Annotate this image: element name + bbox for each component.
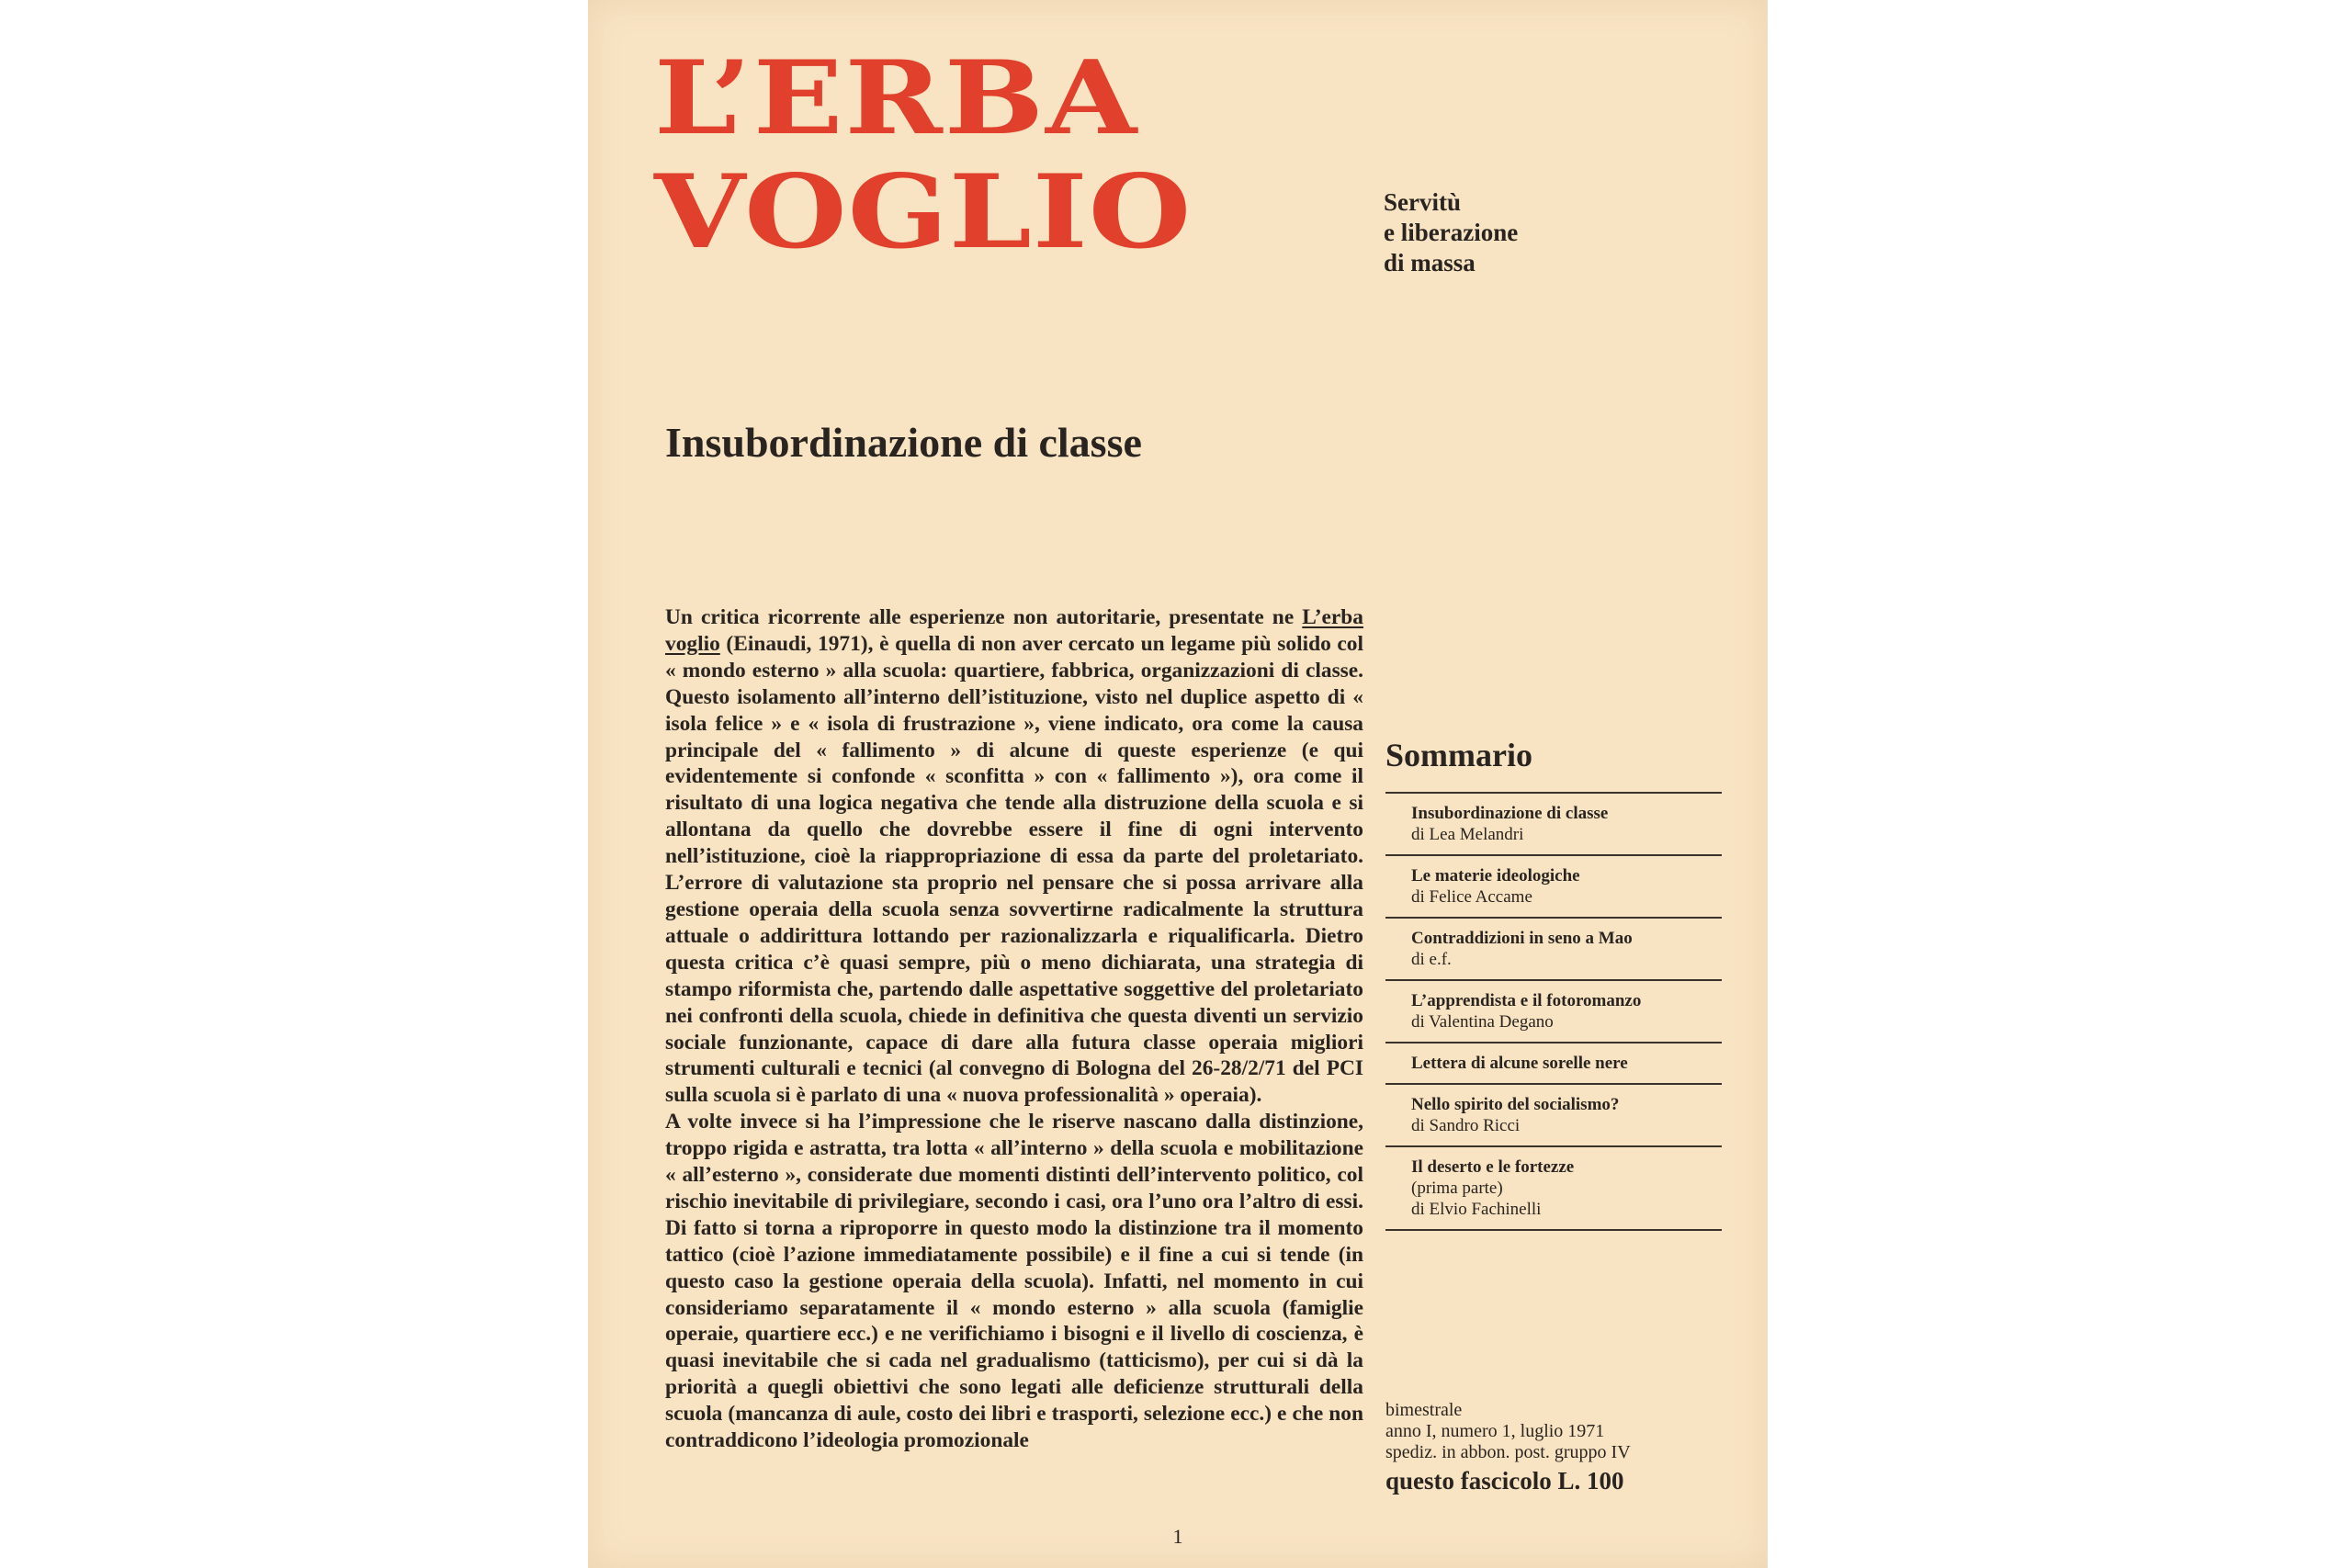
toc-item-author: di Felice Accame xyxy=(1411,887,1532,907)
toc-item-author: di Valentina Degano xyxy=(1411,1012,1554,1032)
paragraph-1-lead: Un critica ricorrente alle esperienze non autoritarie, presentate ne xyxy=(665,605,1303,629)
toc-item-title: Il deserto e le fortezze xyxy=(1411,1157,1575,1177)
toc-item-title: Le materie ideologiche xyxy=(1411,866,1580,886)
publication-frequency: bimestrale xyxy=(1385,1400,1463,1420)
toc-item-title: L’apprendista e il fotoromanzo xyxy=(1411,991,1642,1010)
toc-item xyxy=(1385,856,1722,919)
article-paragraph-1 xyxy=(665,604,1363,1109)
publication-postage: spediz. in abbon. post. gruppo IV xyxy=(1385,1442,1631,1462)
toc-heading: Sommario xyxy=(1385,737,1532,773)
issue-price: questo fascicolo L. 100 xyxy=(1385,1467,1624,1495)
document-page xyxy=(588,0,1768,1568)
toc-item-title: Lettera di alcune sorelle nere xyxy=(1411,1054,1628,1073)
publication-issue: anno I, numero 1, luglio 1971 xyxy=(1385,1421,1605,1441)
tagline-line1: Servitù xyxy=(1384,188,1461,216)
toc-item-title: Insubordinazione di classe xyxy=(1411,804,1609,823)
toc-item xyxy=(1385,1043,1722,1085)
toc-item xyxy=(1385,794,1722,856)
page-number: 1 xyxy=(1172,1525,1183,1548)
toc-item xyxy=(1385,1147,1722,1231)
toc-item-title: Contraddizioni in seno a Mao xyxy=(1411,929,1633,948)
toc-item xyxy=(1385,1085,1722,1147)
table-of-contents xyxy=(1385,735,1722,1231)
masthead-title-line2: VOGLIO xyxy=(654,152,1193,272)
masthead xyxy=(654,39,1389,279)
tagline-line3: di massa xyxy=(1384,249,1476,276)
article-body xyxy=(665,604,1363,1454)
toc-item xyxy=(1385,981,1722,1043)
toc-item-author: di e.f. xyxy=(1411,950,1452,969)
toc-item-author: di Elvio Fachinelli xyxy=(1411,1200,1542,1219)
toc-item-author: di Sandro Ricci xyxy=(1411,1116,1521,1135)
toc-item-author: di Lea Melandri xyxy=(1411,825,1524,844)
paragraph-1-text: (Einaudi, 1971), è quella di non aver cercato un legame più solido col « mondo esterno » alla scuola: quartiere, fabbrica, organizzazioni di classe. Questo isolamento all’interno dell’istituzione, visto nel duplice aspetto di « isola felice » e « isola di frustrazione », viene indicato, ora come la causa principale del « fallimento » di alcune di queste esperienze (e qui evidentemente si confonde « sconfitta » con « fallimento »), ora come il risultato di una logica negativa che tende alla distruzione della scuola e si allontana da quello che dovrebbe essere il fine di ogni intervento nell’istituzione, cioè la riappropriazione di essa da parte del proletariato. L’errore di valutazione sta proprio nel pensare che si possa arrivare alla gestione operaia della scuola senza sovvertirne radicalmente la struttura attuale o addirittura lottando per razionalizzarla e riqualificarla. Dietro questa critica c’è quasi sempre, più o meno dichiarata, una strategia di stampo riformista che, partendo dalle aspettative soggettive del proletariato nei confronti della scuola, chiede in definitiva che questa diventi un servizio sociale funzionante, capace di dare alla futura classe operaia migliori strumenti culturali e tecnici (al convegno di Bologna del 26-28/2/71 del PCI sulla scuola si è parlato di una « nuova professionalità » operaia). xyxy=(665,631,1363,1108)
toc-item-title: Nello spirito del socialismo? xyxy=(1411,1095,1620,1114)
toc-item-subtitle: (prima parte) xyxy=(1411,1179,1503,1198)
book-reference: L’erba voglio xyxy=(665,605,1363,656)
tagline-line2: e liberazione xyxy=(1384,219,1519,246)
article-title: Insubordinazione di classe xyxy=(665,419,1142,466)
toc-list xyxy=(1385,792,1722,1231)
toc-item xyxy=(1385,919,1722,981)
publication-info xyxy=(1385,1400,1631,1463)
masthead-title-line1: L’ERBA xyxy=(654,39,1139,158)
tagline xyxy=(1384,187,1518,278)
article-paragraph-2: A volte invece si ha l’impressione che le riserve nascano dalla distinzione, troppo rigida e astratta, tra lotta « all’interno » della scuola e mobilitazione « all’esterno », considerate due momenti distinti dell’intervento politico, col rischio inevitabile di privilegiare, secondo i casi, ora l’uno ora l’altro di essi. Di fatto si torna a riproporre in questo modo la distinzione tra il momento tattico (cioè l’azione immediatamente possibile) e il fine a cui si tende (in questo caso la gestione operaia della scuola). Infatti, nel momento in cui consideriamo separatamente il « mondo esterno » alla scuola (famiglie operaie, quartiere ecc.) e ne verifichiamo i bisogni e il livello di coscienza, è quasi inevitabile che si cada nel gradualismo (tatticismo), per cui si dà la priorità a quegli obiettivi che sono legati alle deficienze strutturali della scuola (mancanza di aule, costo dei libri e trasporti, selezione ecc.) e che non contraddicono l’ideologia promozionale xyxy=(665,1110,1363,1453)
